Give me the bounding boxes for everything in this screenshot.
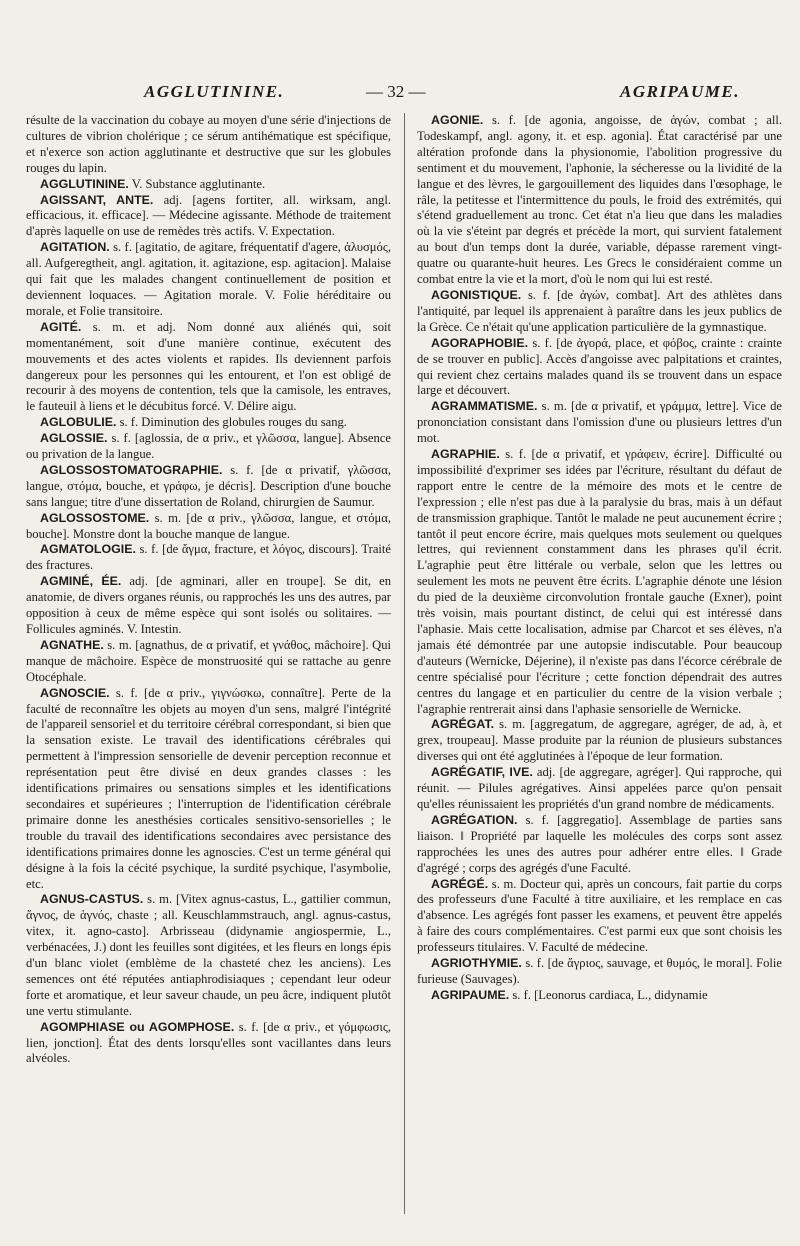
entry-definition: s. f. [de agonia, angoisse, de ἀγών, combat ; all. Todeskampf, angl. agony, it. et esp. agonia]. État caractérisé par une altération profonde dans la physionomie, l'abolition progressive du sentiment et du mouvement, l'aphonie, la sécheresse ou la lividité de la langue et des lèvres, le gargouillement des liquides dans l'œsophage, le râle, la petitesse et l'intermittence du pouls, le froid des extrémités, qui s'étend graduellement au tronc. Cet état n'a lieu que dans les maladies où la vie s'éteint par degrés et précède la mort, qui survient fatalement au bout d'un temps dont la durée, variable, dépasse rarement vingt-quatre ou quarante-huit heures. Les Grecs le considéraient comme un combat entre la vie et la mort, d'où le nom qui lui est resté. (417, 113, 782, 287)
entry-definition: s. m. et adj. Nom donné aux aliénés qui, soit momentanément, soit d'une manière continue, exécutent des mouvements et des actes violents et rapides. Ils deviennent parfois dangereux pour les personnes qui les entourent, et l'on est obligé de recourir à des moyens de contention, tels que la camisole, les entraves, le fauteuil à liens et le décubitus forcé. V. Délire aigu. (26, 319, 391, 414)
entry-definition: V. Substance agglutinante. (128, 176, 266, 191)
left-column (26, 113, 391, 1220)
dictionary-entry (417, 877, 782, 957)
entry-headword: AGRÉGATION. (431, 812, 518, 827)
entry-definition: s. m. [Vitex agnus-castus, L., gattilier commun, ἄγνος, de ἁγνός, chaste ; all. Keuschlammstrauch, angl. agnus-castus, vitex, it. agno-casto]. Arbrisseau (didynamie angiospermie, L., verbénacées, J.) dont les feuilles sont digitées, et les fleurs en longs épis d'un blanc violet (emblème de la chasteté chez les anciens). Les semences ont été réputées antiaphrodisiaques ; cependant leur odeur forte et aromatique, et leur saveur chaude, un peu âcre, indiquent plutôt une vertu stimulante. (26, 892, 391, 1018)
dictionary-entry (26, 193, 391, 241)
entry-definition: s. f. [aglossia, de α priv., et γλῶσσα, langue]. Absence ou privation de la langue. (26, 431, 391, 462)
dictionary-entry (26, 463, 391, 511)
entry-definition: s. f. [de α privatif, γλῶσσα, langue, στόμα, bouche, et γράφω, je décris]. Description d'une bouche sans langue; titre d'une dissertation de Roland, chirurgien de Saumur. (26, 462, 391, 509)
entry-headword: AGRIPAUME. (431, 987, 510, 1002)
entry-headword: AGLOBULIE. (40, 415, 117, 430)
entry-definition: s. f. [agitatio, de agitare, fréquentatif d'agere, ἀλυσμός, all. Aufgeregtheit, angl. agitation, it. agitazione, esp. agitacion]. Malaise qui fait que les malades changent continuellement de position et deviennent loquaces. — Agitation morale. V. Folie héréditaire ou morale, et Folie transitoire. (26, 240, 391, 318)
right-column (417, 113, 782, 1220)
entry-headword: AGORAPHOBIE. (431, 335, 529, 350)
entry-definition: s. f. [de α priv., γιγνώσκω, connaître]. Perte de la faculté de reconnaître les objets au moyen d'un sens, malgré l'intégrité de l'appareil sensoriel et du territoire cérébral correspondant, si bien que la sensation existe. Le travail des identifications cérébrales qui permettent à l'impression sensorielle de devenir perception reconnue et représentation peut être divisé en deux grandes classes : les identifications primaires ou sensations simples et les identifications secondaires et supérieures ; l'interruption de l'identification cérébrale primaire donne les anesthésies corticales sensitivo-sensorielles ; le trouble du travail des identifications secondaires avec persistance des identifications primaires donne les agnoscies. C'est un terme général qui désigne à la fois la cécité psychique, la surdité psychique, l'asymbolie, etc. (26, 685, 391, 891)
entry-headword: AGRIOTHYMIE. (431, 956, 522, 971)
entry-headword: AGONISTIQUE. (431, 287, 522, 302)
entry-headword: AGNOSCIE. (40, 685, 110, 700)
dictionary-entry (26, 415, 391, 431)
entry-headword: AGMATOLOGIE. (40, 542, 136, 557)
entry-definition: s. f. [Leonorus cardiaca, L., didynamie (509, 987, 708, 1002)
dictionary-entry (26, 892, 391, 1019)
dictionary-entry (417, 399, 782, 447)
entry-headword: AGGLUTININE. (40, 176, 129, 191)
text-columns (26, 113, 782, 1220)
entry-definition: s. f. [de ἄγριος, sauvage, et θυμός, le moral]. Folie furieuse (Sauvages). (417, 956, 782, 986)
entry-headword: AGLOSSOSTOME. (40, 510, 150, 525)
entry-definition: s. f. [aggregatio]. Assemblage de parties sans liaison. ‖ Propriété par laquelle les molécules des corps sont assez rapprochées les unes des autres pour adhérer entre elles. ‖ Grade d'agrégé ; corps des agrégés d'une Faculté. (417, 812, 782, 875)
entry-headword: AGISSANT, ANTE. (40, 192, 154, 207)
entry-definition: adj. [de agminari, aller en troupe]. Se dit, en anatomie, de divers organes réunis, ou rapprochés les uns des autres, par opposition à ceux de même espèce qui sont isolés ou solitaires. — Follicules agminés. V. Intestin. (26, 574, 391, 636)
entry-headword: AGONIE. (431, 113, 484, 127)
entry-definition: s. m. [de α privatif, et γράμμα, lettre]. Vice de prononciation consistant dans l'omission d'une ou plusieurs lettres d'un mot. (417, 399, 782, 446)
dictionary-entry (417, 813, 782, 877)
entry-definition: s. f. Diminution des globules rouges du sang. (116, 415, 347, 430)
dictionary-entry (417, 988, 782, 1004)
entry-definition: s. m. [aggregatum, de aggregare, agréger, de ad, à, et grex, troupeau]. Masse produite par la réunion de plusieurs substances diverses qui ont été agglutinées à l'époque de leur formation. (417, 717, 782, 764)
entry-headword: AGITÉ. (40, 319, 82, 334)
dictionary-entry (26, 113, 391, 177)
entry-headword: AGITATION. (40, 240, 110, 255)
dictionary-entry (26, 320, 391, 415)
dictionary-entry (417, 447, 782, 717)
entry-definition: s. f. [de ἀγών, combat]. Art des athlètes dans l'antiquité, par lequel ils apprenaient à paraître dans les jeux publics de la Grèce. Ce n'était qu'une application particulière de la gymnastique. (417, 287, 782, 334)
dictionary-entry (26, 431, 391, 463)
entry-definition: s. m. Docteur qui, après un concours, fait partie du corps des professeurs d'une Faculté à titre auxiliaire, et les remplace en cas d'absence. Les agrégés font passer les examens, et peuvent être appelés à faire des cours complémentaires. C'est parmi eux que sont choisis les professeurs titulaires. V. Faculté de médecine. (417, 876, 782, 955)
entry-definition: adj. [de aggregare, agréger]. Qui rapproche, qui réunit. — Pilules agrégatives. Ainsi appelées parce qu'on pensait qu'elles réunissaient les propriétés d'un grand nombre de médicaments. (417, 765, 782, 811)
dictionary-entry (26, 574, 391, 638)
dictionary-entry (417, 765, 782, 813)
entry-definition: s. m. [de α priv., γλῶσσα, langue, et στόμα, bouche]. Monstre dont la bouche manque de langue. (26, 510, 391, 541)
dictionary-entry (26, 511, 391, 543)
dictionary-entry (26, 542, 391, 574)
entry-headword: AGNUS-CASTUS. (40, 892, 144, 907)
entry-definition: s. f. [de α priv., et γόμφωσις, lien, jonction]. État des dents lorsqu'elles sont vacillantes dans leurs alvéoles. (26, 1019, 391, 1066)
dictionary-entry (417, 113, 782, 288)
dictionary-entry (417, 288, 782, 336)
entry-headword: AGRÉGAT. (431, 717, 495, 732)
column-divider (404, 113, 405, 1214)
dictionary-entry (26, 240, 391, 320)
dictionary-entry (417, 336, 782, 400)
entry-definition: adj. [agens fortiter, all. wirksam, angl. efficacious, it. efficace]. — Médecine agissante. Méthode de traitement d'après laquelle on use de remèdes très actifs. V. Expectation. (26, 192, 391, 239)
entry-headword: AGNATHE. (40, 637, 104, 652)
entry-headword: AGLOSSIE. (40, 431, 108, 446)
page-number: — 32 — (366, 82, 426, 101)
running-head (26, 82, 782, 106)
entry-headword: AGOMPHIASE ou AGOMPHOSE. (40, 1019, 235, 1034)
entry-definition: résulte de la vaccination du cobaye au moyen d'une série d'injections de cultures de vibrion cholérique ; ce sérum antihématique est spécifique, et n'exerce son action agglutinante et destructive que sur les globules rouges du lapin. (26, 113, 391, 175)
entry-headword: AGRAMMATISME. (431, 399, 538, 414)
entry-definition: s. f. [de ἀγορά, place, et φόβος, crainte : crainte de se trouver en public]. Accès d'angoisse avec palpitations et craintes, qui revient chez certains malades quand ils se trouvent dans un espace large et découvert. (417, 335, 782, 398)
entry-definition: s. m. [agnathus, de α privatif, et γνάθος, mâchoire]. Qui manque de mâchoire. Espèce de monstruosité qui se rattache au genre Otocéphale. (26, 637, 391, 684)
entry-definition: s. f. [de ἄγμα, fracture, et λόγος, discours]. Traité des fractures. (26, 542, 391, 573)
dictionary-entry (417, 956, 782, 988)
running-head-last-word: AGRIPAUME. (619, 82, 740, 101)
dictionary-entry (26, 638, 391, 686)
entry-headword: AGLOSSOSTOMATOGRAPHIE. (40, 462, 223, 477)
entry-headword: AGRÉGÉ. (431, 876, 489, 891)
dictionary-entry (26, 177, 391, 193)
entry-headword: AGMINÉ, ÉE. (40, 574, 122, 589)
dictionary-entry (26, 1020, 391, 1068)
entry-definition: s. f. [de α privatif, et γράφειν, écrire]. Difficulté ou impossibilité d'exprimer ses idées par l'écriture, résultant du défaut de rapport entre le centre de la mémoire des mots et le centre de l'expression ; elle n'est pas due à la paralysie du bras, mais à un défaut de transmission graphique. Tantôt le malade ne peut aucunement écrire ; tantôt il peut encore écrire, mais quelques mots seulement ou quelques lettres, qui reviennent constamment dans les phrases qu'il écrit. L'agraphie peut être littérale ou verbale, selon que les lettres ou seulement les mots ne peuvent être écrits. L'agraphie dénote une lésion du pied de la deuxième circonvolution frontale gauche (Exner), point très voisin, mais pourtant distinct, de celui qui est intéressé dans l'aphasie. Mais cette localisation, admise par Charcot et ses élèves, n'a jamais été démontrée par une autopsie indiscutable. Pour beaucoup d'auteurs (Wernicke, Déjerine), il n'existe pas dans l'écorce cérébrale de centre spécialisé pour l'écriture ; cette fonction dépendrait des autres centres du langage et en particulier du centre de la vision verbale ; l'agraphie rentrerait ainsi dans l'aphasie sensorielle de Wernicke. (417, 447, 782, 716)
entry-headword: AGRÉGATIF, IVE. (431, 765, 533, 780)
running-head-first-word: AGGLUTININE. (144, 82, 285, 101)
entry-headword: AGRAPHIE. (431, 447, 500, 462)
dictionary-entry (417, 717, 782, 765)
dictionary-entry (26, 686, 391, 893)
